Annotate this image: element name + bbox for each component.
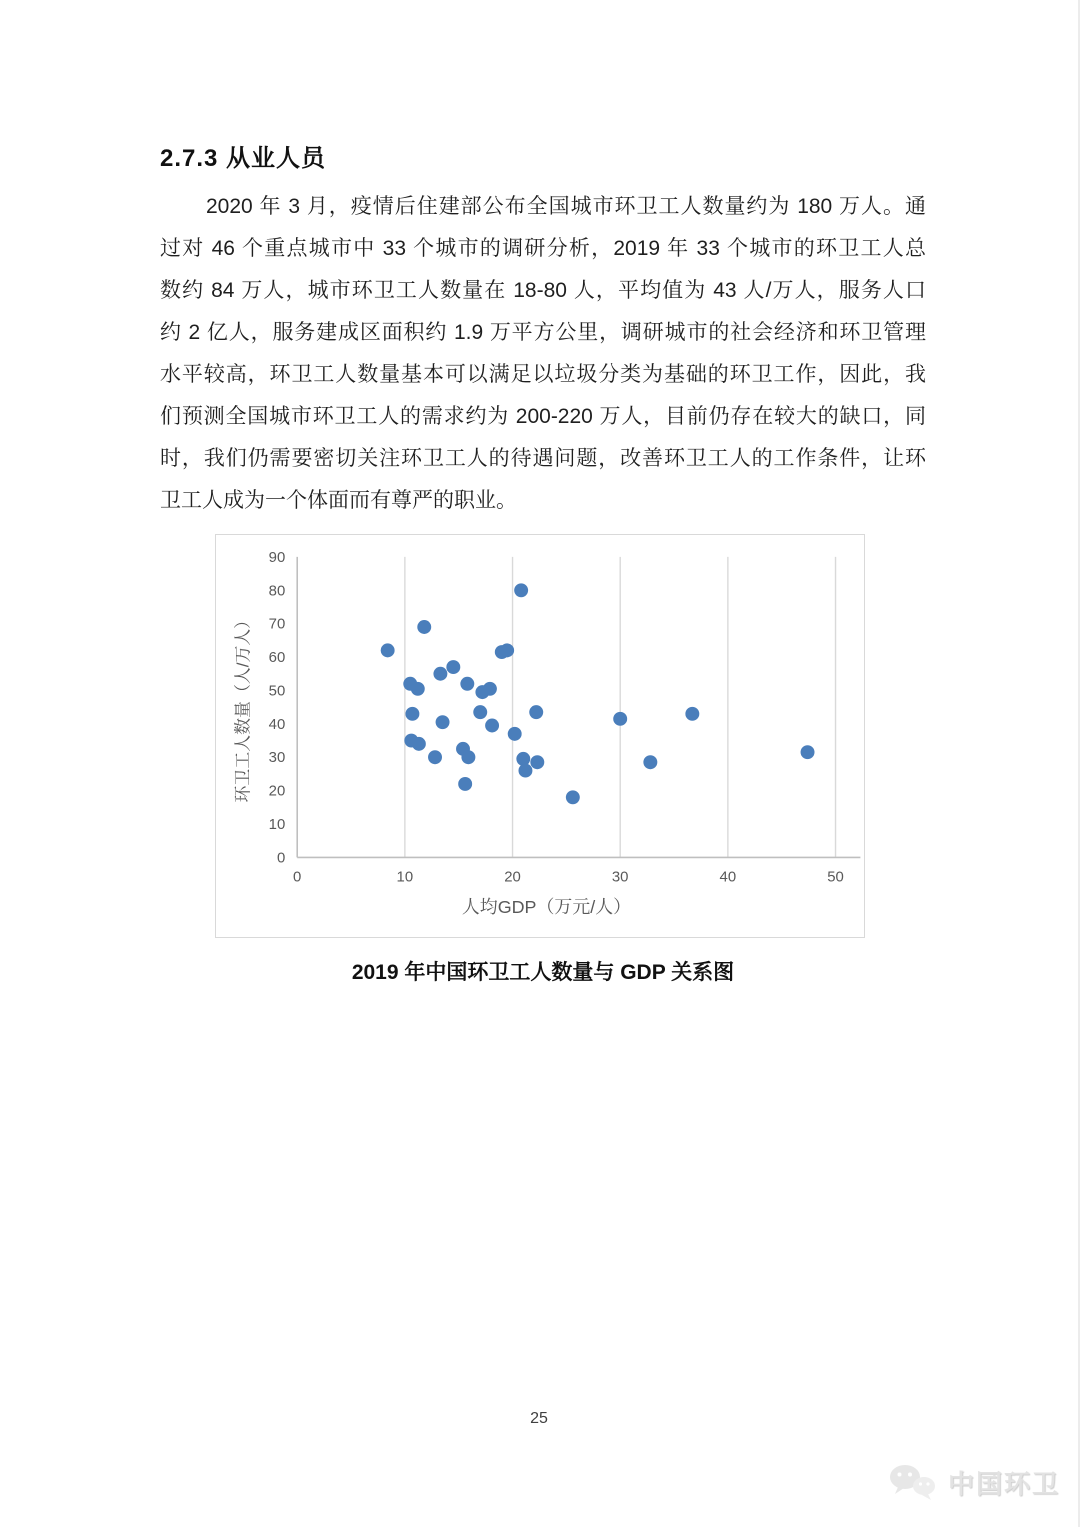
- data-point: [381, 643, 395, 657]
- data-point: [643, 755, 657, 769]
- x-tick-label: 40: [719, 868, 737, 886]
- paragraph-line: 时，我们仍需要密切关注环卫工人的待遇问题，改善环卫工人的工作条件，让环: [160, 447, 926, 470]
- data-point: [508, 727, 522, 741]
- data-point: [473, 705, 487, 719]
- data-point: [516, 752, 530, 766]
- x-tick-label: 30: [611, 868, 629, 886]
- data-point: [411, 682, 425, 696]
- data-point: [461, 750, 475, 764]
- y-tick-label: 90: [268, 548, 286, 566]
- paragraph-line: 过对 46 个重点城市中 33 个城市的调研分析，2019 年 33 个城市的环卫工人总: [160, 237, 926, 260]
- brand-footer: [886, 1462, 1060, 1502]
- x-tick-label: 0: [293, 868, 302, 886]
- wechat-icon: [886, 1462, 938, 1502]
- data-point: [518, 764, 532, 778]
- y-tick-label: 10: [268, 815, 286, 833]
- scatter-chart-svg: [216, 535, 864, 937]
- scatter-chart: [215, 534, 865, 938]
- x-tick-label: 10: [396, 868, 414, 886]
- data-point: [433, 667, 447, 681]
- data-point: [514, 583, 528, 597]
- y-tick-label: 20: [268, 782, 286, 800]
- y-tick-label: 0: [276, 849, 286, 867]
- y-tick-label: 40: [268, 715, 286, 733]
- y-tick-label: 80: [268, 582, 286, 600]
- paragraph-line: 们预测全国城市环卫工人的需求约为 200-220 万人，目前仍存在较大的缺口，同: [160, 405, 926, 428]
- data-point: [529, 705, 543, 719]
- data-point: [446, 660, 460, 674]
- y-tick-label: 60: [268, 649, 286, 667]
- chart-caption: 2019 年中国环卫工人数量与 GDP 关系图: [351, 961, 735, 984]
- paragraph-line: 约 2 亿人，服务建成区面积约 1.9 万平方公里，调研城市的社会经济和环卫管理: [160, 321, 926, 344]
- data-point: [428, 750, 442, 764]
- section-heading: 2.7.3 从业人员: [160, 145, 327, 172]
- paragraph-line: 2020 年 3 月，疫情后住建部公布全国城市环卫工人数量约为 180 万人。通: [206, 195, 926, 218]
- data-point: [460, 677, 474, 691]
- brand-label: 中国环卫: [947, 1468, 1060, 1499]
- data-point: [801, 745, 815, 759]
- body-paragraph: [160, 186, 926, 522]
- x-tick-label: 50: [827, 868, 844, 886]
- y-tick-label: 50: [268, 682, 286, 700]
- data-point: [530, 755, 544, 769]
- data-point: [500, 643, 514, 657]
- data-point: [566, 790, 580, 804]
- x-axis-title: 人均GDP（万元/人）: [461, 897, 632, 918]
- y-tick-label: 30: [268, 749, 286, 767]
- data-point: [485, 719, 499, 733]
- data-point: [685, 707, 699, 721]
- data-point: [483, 682, 497, 696]
- y-tick-label: 70: [268, 615, 286, 633]
- x-tick-label: 20: [504, 868, 521, 886]
- paragraph-line: 卫工人成为一个体面而有尊严的职业。: [160, 489, 517, 512]
- data-point: [613, 712, 627, 726]
- data-point: [436, 715, 450, 729]
- data-point: [417, 620, 431, 634]
- data-point: [412, 737, 426, 751]
- data-point: [405, 707, 419, 721]
- y-axis-title: 环卫工人数量（人/万人）: [233, 611, 253, 803]
- data-point: [458, 777, 472, 791]
- paragraph-line: 数约 84 万人，城市环卫工人数量在 18-80 人，平均值为 43 人/万人，服务人口: [160, 279, 926, 302]
- paragraph-line: 水平较高，环卫工人数量基本可以满足以垃圾分类为基础的环卫工作，因此，我: [160, 363, 926, 386]
- page-number: 25: [530, 1410, 548, 1427]
